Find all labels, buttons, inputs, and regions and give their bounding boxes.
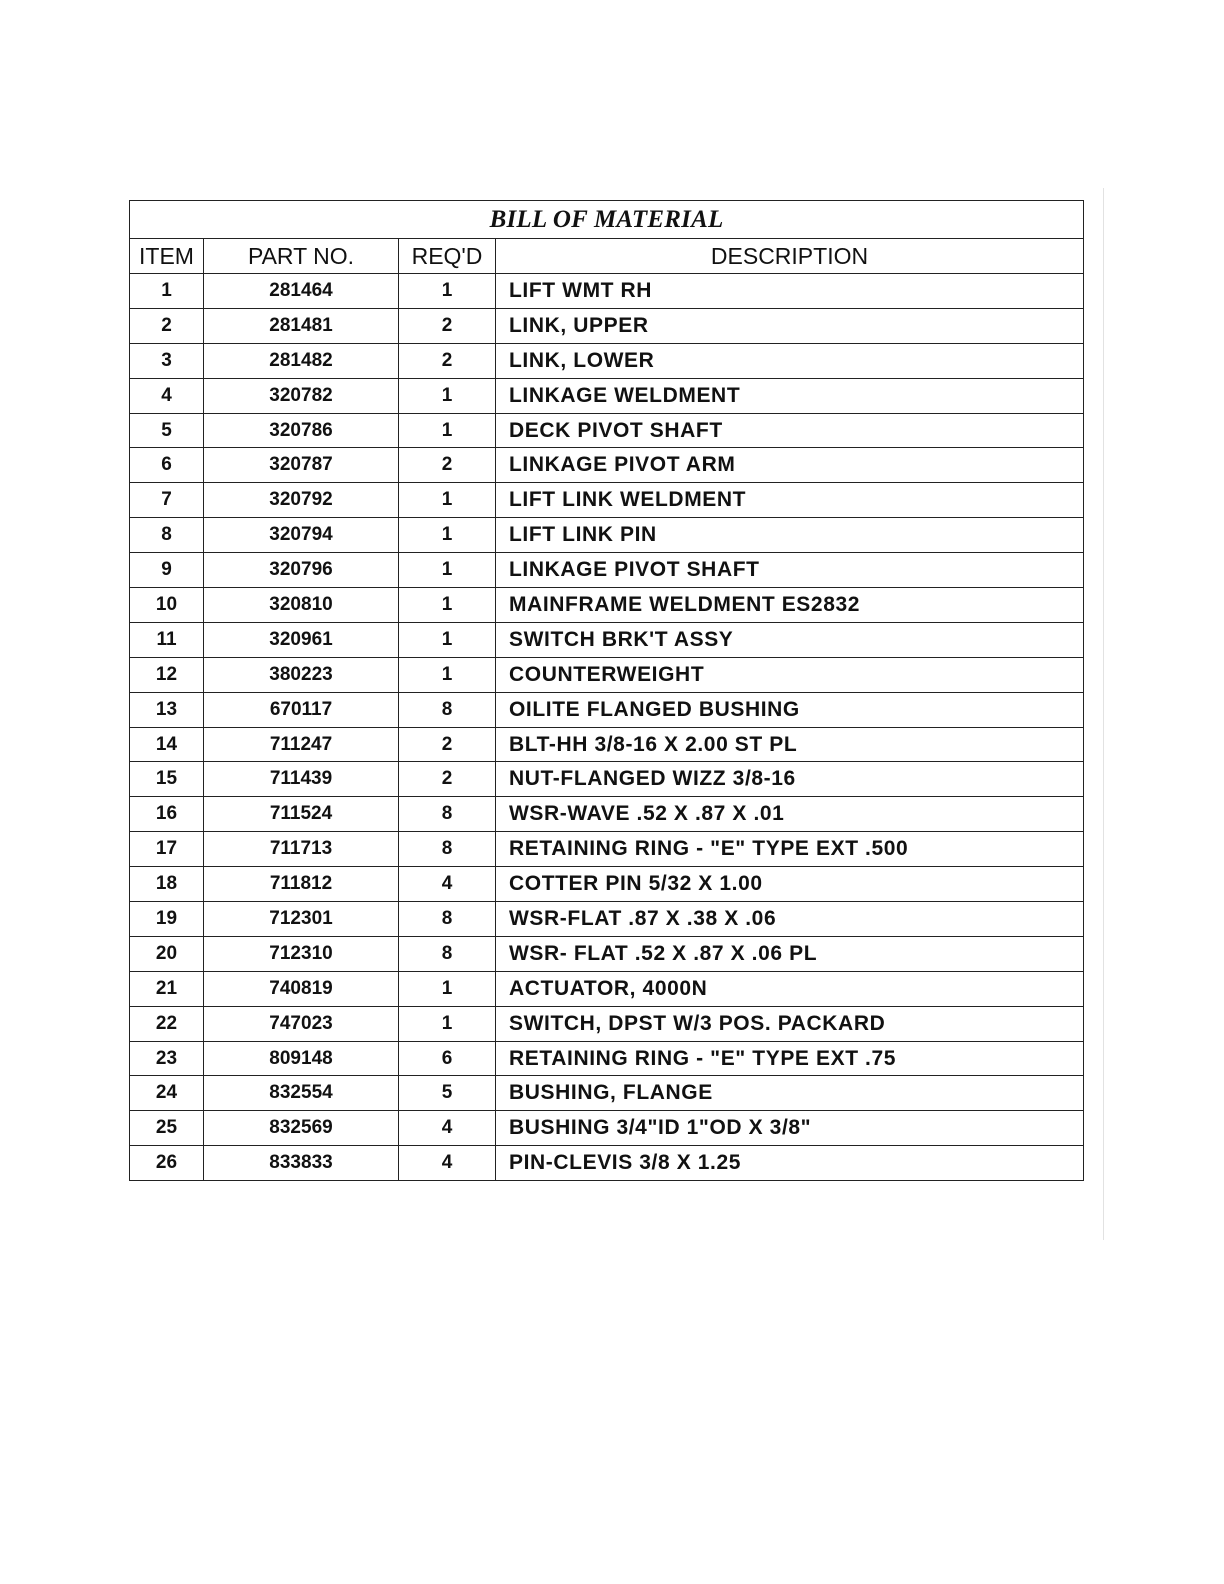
- cell-item: 1: [130, 274, 204, 309]
- cell-description: BUSHING, FLANGE: [496, 1076, 1084, 1111]
- cell-part-no: 711439: [204, 762, 399, 797]
- cell-description: COTTER PIN 5/32 X 1.00: [496, 867, 1084, 902]
- cell-part-no: 320782: [204, 378, 399, 413]
- cell-part-no: 832554: [204, 1076, 399, 1111]
- cell-part-no: 320794: [204, 518, 399, 553]
- cell-reqd: 2: [399, 343, 496, 378]
- table-row: [130, 727, 1084, 762]
- table-row: [130, 553, 1084, 588]
- cell-reqd: 1: [399, 553, 496, 588]
- cell-description: ACTUATOR, 4000N: [496, 971, 1084, 1006]
- cell-part-no: 320810: [204, 588, 399, 623]
- table-row: [130, 832, 1084, 867]
- cell-description: WSR-FLAT .87 X .38 X .06: [496, 902, 1084, 937]
- cell-description: MAINFRAME WELDMENT ES2832: [496, 588, 1084, 623]
- cell-reqd: 1: [399, 274, 496, 309]
- header-item: ITEM: [130, 239, 204, 274]
- cell-part-no: 740819: [204, 971, 399, 1006]
- cell-reqd: 8: [399, 797, 496, 832]
- cell-part-no: 832569: [204, 1111, 399, 1146]
- cell-part-no: 380223: [204, 657, 399, 692]
- bom-body: [130, 274, 1084, 1181]
- table-row: [130, 1111, 1084, 1146]
- cell-reqd: 1: [399, 483, 496, 518]
- table-row: [130, 343, 1084, 378]
- cell-reqd: 1: [399, 518, 496, 553]
- table-row: [130, 936, 1084, 971]
- cell-description: LINK, UPPER: [496, 308, 1084, 343]
- cell-part-no: 281464: [204, 274, 399, 309]
- cell-reqd: 8: [399, 692, 496, 727]
- cell-description: OILITE FLANGED BUSHING: [496, 692, 1084, 727]
- cell-description: NUT-FLANGED WIZZ 3/8-16: [496, 762, 1084, 797]
- cell-item: 15: [130, 762, 204, 797]
- table-row: [130, 308, 1084, 343]
- cell-item: 25: [130, 1111, 204, 1146]
- cell-reqd: 2: [399, 762, 496, 797]
- cell-part-no: 281482: [204, 343, 399, 378]
- cell-part-no: 833833: [204, 1146, 399, 1181]
- cell-reqd: 8: [399, 936, 496, 971]
- cell-description: LINKAGE PIVOT ARM: [496, 448, 1084, 483]
- cell-reqd: 2: [399, 448, 496, 483]
- cell-description: SWITCH, DPST W/3 POS. PACKARD: [496, 1006, 1084, 1041]
- cell-item: 16: [130, 797, 204, 832]
- table-row: [130, 1041, 1084, 1076]
- cell-description: BLT-HH 3/8-16 X 2.00 ST PL: [496, 727, 1084, 762]
- table-row: [130, 274, 1084, 309]
- cell-reqd: 2: [399, 727, 496, 762]
- cell-item: 21: [130, 971, 204, 1006]
- table-row: [130, 902, 1084, 937]
- cell-part-no: 712301: [204, 902, 399, 937]
- cell-item: 12: [130, 657, 204, 692]
- cell-description: LIFT WMT RH: [496, 274, 1084, 309]
- cell-description: SWITCH BRK'T ASSY: [496, 622, 1084, 657]
- cell-reqd: 1: [399, 1006, 496, 1041]
- cell-item: 5: [130, 413, 204, 448]
- cell-description: RETAINING RING - "E" TYPE EXT .75: [496, 1041, 1084, 1076]
- cell-reqd: 1: [399, 413, 496, 448]
- cell-reqd: 8: [399, 832, 496, 867]
- cell-part-no: 320787: [204, 448, 399, 483]
- table-row: [130, 797, 1084, 832]
- cell-item: 24: [130, 1076, 204, 1111]
- cell-item: 18: [130, 867, 204, 902]
- table-row: [130, 1006, 1084, 1041]
- cell-reqd: 5: [399, 1076, 496, 1111]
- cell-item: 23: [130, 1041, 204, 1076]
- bill-of-material: [129, 200, 1083, 1181]
- cell-description: WSR-WAVE .52 X .87 X .01: [496, 797, 1084, 832]
- cell-item: 8: [130, 518, 204, 553]
- cell-item: 19: [130, 902, 204, 937]
- cell-part-no: 711247: [204, 727, 399, 762]
- table-row: [130, 448, 1084, 483]
- cell-part-no: 747023: [204, 1006, 399, 1041]
- cell-part-no: 711713: [204, 832, 399, 867]
- cell-item: 4: [130, 378, 204, 413]
- cell-part-no: 712310: [204, 936, 399, 971]
- cell-part-no: 320961: [204, 622, 399, 657]
- header-description: DESCRIPTION: [496, 239, 1084, 274]
- cell-item: 22: [130, 1006, 204, 1041]
- table-row: [130, 1146, 1084, 1181]
- header-part-no: PART NO.: [204, 239, 399, 274]
- table-row: [130, 867, 1084, 902]
- cell-description: DECK PIVOT SHAFT: [496, 413, 1084, 448]
- cell-part-no: 281481: [204, 308, 399, 343]
- cell-part-no: 711812: [204, 867, 399, 902]
- cell-item: 14: [130, 727, 204, 762]
- table-row: [130, 378, 1084, 413]
- cell-part-no: 711524: [204, 797, 399, 832]
- cell-reqd: 8: [399, 902, 496, 937]
- table-row: [130, 1076, 1084, 1111]
- cell-description: LINKAGE PIVOT SHAFT: [496, 553, 1084, 588]
- cell-item: 11: [130, 622, 204, 657]
- cell-part-no: 809148: [204, 1041, 399, 1076]
- cell-description: RETAINING RING - "E" TYPE EXT .500: [496, 832, 1084, 867]
- cell-description: BUSHING 3/4"ID 1"OD X 3/8": [496, 1111, 1084, 1146]
- cell-reqd: 1: [399, 622, 496, 657]
- table-row: [130, 413, 1084, 448]
- cell-description: LIFT LINK PIN: [496, 518, 1084, 553]
- cell-item: 9: [130, 553, 204, 588]
- cell-part-no: 320796: [204, 553, 399, 588]
- table-row: [130, 657, 1084, 692]
- cell-item: 13: [130, 692, 204, 727]
- table-row: [130, 518, 1084, 553]
- cell-reqd: 6: [399, 1041, 496, 1076]
- table-row: [130, 762, 1084, 797]
- cell-item: 10: [130, 588, 204, 623]
- table-row: [130, 588, 1084, 623]
- cell-reqd: 1: [399, 378, 496, 413]
- cell-description: WSR- FLAT .52 X .87 X .06 PL: [496, 936, 1084, 971]
- cell-item: 2: [130, 308, 204, 343]
- table-row: [130, 971, 1084, 1006]
- cell-part-no: 320792: [204, 483, 399, 518]
- title-row: [130, 201, 1084, 239]
- cell-item: 7: [130, 483, 204, 518]
- cell-part-no: 670117: [204, 692, 399, 727]
- cell-item: 3: [130, 343, 204, 378]
- page-edge-line: [1103, 188, 1104, 1240]
- cell-item: 6: [130, 448, 204, 483]
- table-row: [130, 622, 1084, 657]
- cell-description: LINKAGE WELDMENT: [496, 378, 1084, 413]
- cell-description: LIFT LINK WELDMENT: [496, 483, 1084, 518]
- cell-description: LINK, LOWER: [496, 343, 1084, 378]
- cell-item: 20: [130, 936, 204, 971]
- cell-part-no: 320786: [204, 413, 399, 448]
- table-row: [130, 483, 1084, 518]
- cell-reqd: 4: [399, 1146, 496, 1181]
- cell-item: 17: [130, 832, 204, 867]
- cell-reqd: 1: [399, 588, 496, 623]
- cell-reqd: 4: [399, 867, 496, 902]
- table-row: [130, 692, 1084, 727]
- cell-reqd: 1: [399, 657, 496, 692]
- cell-reqd: 4: [399, 1111, 496, 1146]
- cell-reqd: 2: [399, 308, 496, 343]
- cell-description: COUNTERWEIGHT: [496, 657, 1084, 692]
- cell-description: PIN-CLEVIS 3/8 X 1.25: [496, 1146, 1084, 1181]
- bom-table: [129, 200, 1084, 1181]
- cell-item: 26: [130, 1146, 204, 1181]
- table-title: BILL OF MATERIAL: [130, 201, 1084, 239]
- header-reqd: REQ'D: [399, 239, 496, 274]
- header-row: [130, 239, 1084, 274]
- cell-reqd: 1: [399, 971, 496, 1006]
